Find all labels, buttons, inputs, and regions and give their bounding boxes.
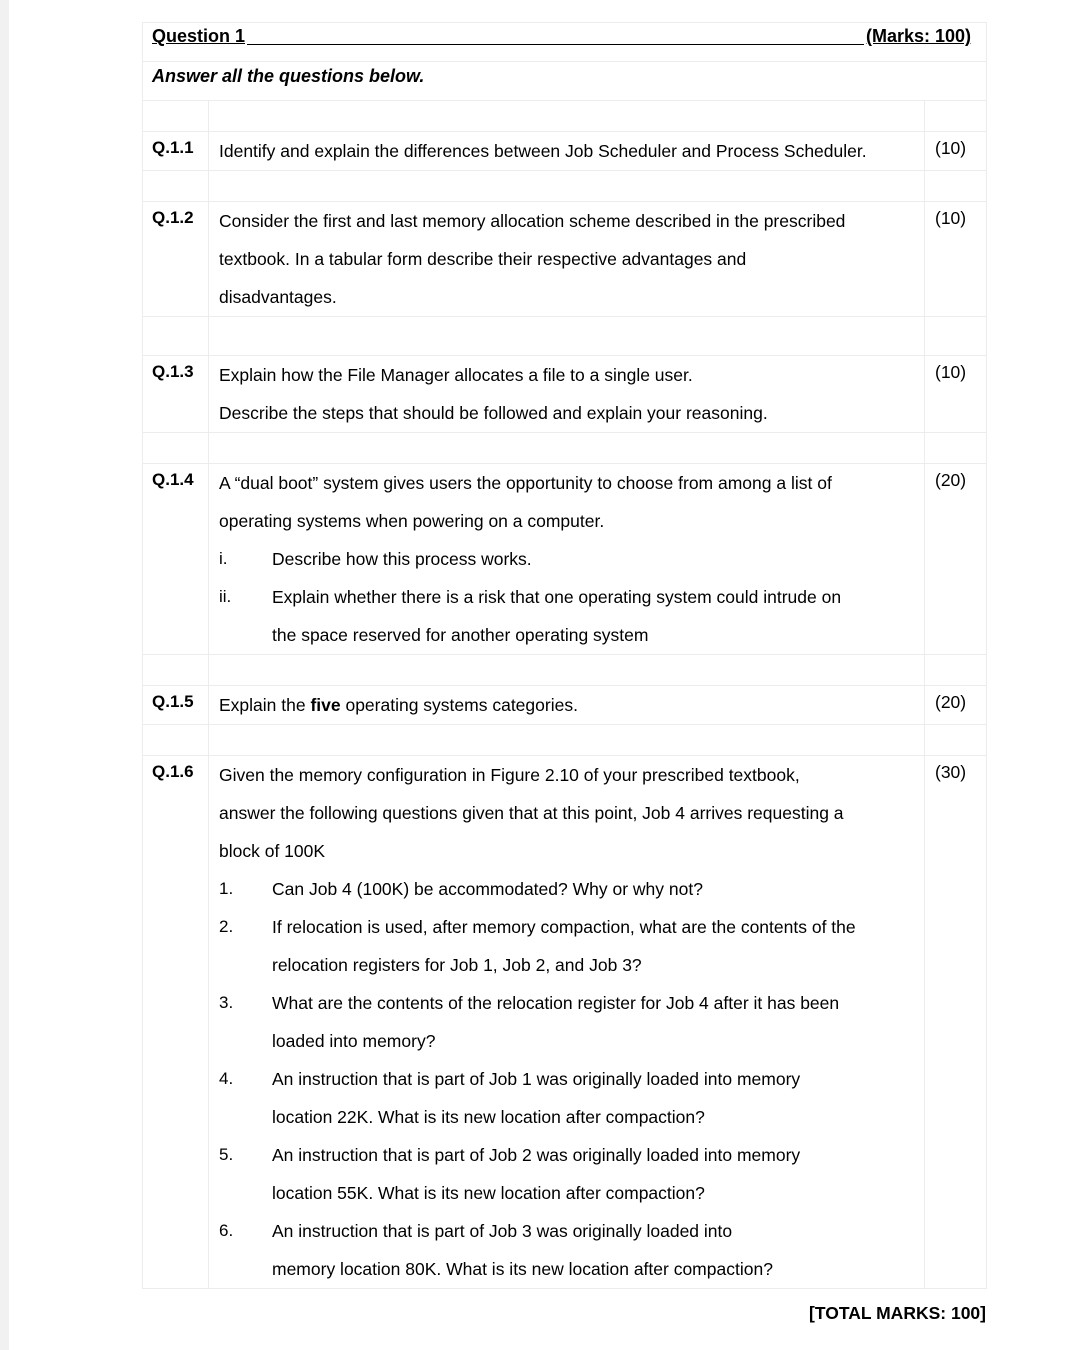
text-line: Given the memory configuration in Figure 2.10 of your prescribed textbook, [219, 765, 800, 785]
sub-item [219, 1136, 920, 1212]
text-line: location 22K. What is its new location after compaction? [272, 1107, 705, 1127]
question-number: Q.1.6 [143, 756, 209, 1288]
text-line: location 55K. What is its new location after compaction? [272, 1183, 705, 1203]
instruction-text: Answer all the questions below. [152, 66, 425, 86]
text-line: the space reserved for another operating system [272, 625, 649, 645]
text-line: relocation registers for Job 1, Job 2, and Job 3? [272, 955, 642, 975]
sub-item [219, 1212, 920, 1288]
text-line: Can Job 4 (100K) be accommodated? Why or why not? [272, 879, 703, 899]
text-line: operating systems when powering on a computer. [219, 511, 605, 531]
sub-item [219, 1060, 920, 1136]
text-line: If relocation is used, after memory compaction, what are the contents of the [272, 917, 856, 937]
text-line: disadvantages. [219, 287, 337, 307]
sub-item [219, 578, 920, 654]
sub-item-label: i. [219, 549, 228, 568]
question-row-q1-6 [142, 755, 987, 1289]
text-line: block of 100K [219, 841, 326, 861]
question-number: Q.1.2 [143, 202, 209, 316]
page-edge [0, 0, 9, 1350]
sub-item [219, 870, 920, 908]
question-marks: (20) [935, 470, 967, 490]
question-row-q1-4 [142, 463, 987, 654]
sub-item [219, 540, 920, 578]
text-line: A “dual boot” system gives users the opportunity to choose from among a list of [219, 473, 832, 493]
total-marks: [TOTAL MARKS: 100] [809, 1303, 986, 1323]
text-segment: Explain the [219, 695, 311, 715]
question-text [209, 756, 925, 1288]
text-segment: operating systems categories. [340, 695, 578, 715]
sub-item-label: 5. [219, 1145, 234, 1164]
text-line: Explain how the File Manager allocates a file to a single user. [219, 365, 693, 385]
question-header-row [142, 22, 987, 61]
question-text [209, 202, 925, 316]
text-line: Describe the steps that should be followed and explain your reasoning. [219, 403, 768, 423]
spacer-row [142, 724, 987, 755]
question-row-q1-2 [142, 201, 987, 316]
question-row-q1-3 [142, 355, 987, 432]
sub-item-label: 6. [219, 1221, 234, 1240]
sub-item [219, 908, 920, 984]
question-text [209, 686, 925, 724]
spacer-row [142, 432, 987, 463]
sub-item-label: 3. [219, 993, 234, 1012]
text-line: textbook. In a tabular form describe their respective advantages and [219, 249, 747, 269]
sub-item-label: ii. [219, 587, 232, 606]
text-line: Describe how this process works. [272, 549, 532, 569]
question-marks: (20) [935, 692, 967, 712]
question-number: Q.1.5 [143, 686, 209, 724]
question-marks: (30) [935, 762, 967, 782]
text-line: An instruction that is part of Job 2 was originally loaded into memory [272, 1145, 801, 1165]
spacer-row [142, 654, 987, 685]
question-title: Question 1 [152, 26, 246, 46]
spacer-row [142, 170, 987, 201]
text-line: Identify and explain the differences between Job Scheduler and Process Scheduler. [219, 141, 867, 161]
sub-item [219, 984, 920, 1060]
question-marks: (Marks: 100) [865, 26, 971, 46]
sub-item-label: 1. [219, 879, 234, 898]
question-marks: (10) [935, 138, 967, 158]
question-marks: (10) [935, 208, 967, 228]
question-table [142, 22, 987, 1289]
question-row-q1-1 [142, 131, 987, 170]
instruction-row [142, 61, 987, 100]
spacer-row [142, 100, 987, 131]
question-text [209, 356, 925, 432]
sub-item-label: 2. [219, 917, 234, 936]
text-line: answer the following questions given that at this point, Job 4 arrives requesting a [219, 803, 844, 823]
text-line: Explain whether there is a risk that one operating system could intrude on [272, 587, 842, 607]
spacer-row [142, 316, 987, 355]
question-text [209, 132, 925, 170]
text-line: memory location 80K. What is its new location after compaction? [272, 1259, 773, 1279]
question-marks: (10) [935, 362, 967, 382]
text-line: An instruction that is part of Job 3 was originally loaded into [272, 1221, 733, 1241]
question-number: Q.1.1 [143, 132, 209, 170]
header-rule [247, 44, 971, 45]
text-line [219, 686, 920, 724]
sub-item-label: 4. [219, 1069, 234, 1088]
text-line: What are the contents of the relocation register for Job 4 after it has been [272, 993, 840, 1013]
text-line: loaded into memory? [272, 1031, 436, 1051]
text-line: Consider the first and last memory allocation scheme described in the prescribed [219, 211, 846, 231]
emphasis-text: five [310, 695, 341, 715]
question-row-q1-5 [142, 685, 987, 724]
text-line: An instruction that is part of Job 1 was originally loaded into memory [272, 1069, 801, 1089]
question-number: Q.1.3 [143, 356, 209, 432]
question-number: Q.1.4 [143, 464, 209, 654]
question-text [209, 464, 925, 654]
